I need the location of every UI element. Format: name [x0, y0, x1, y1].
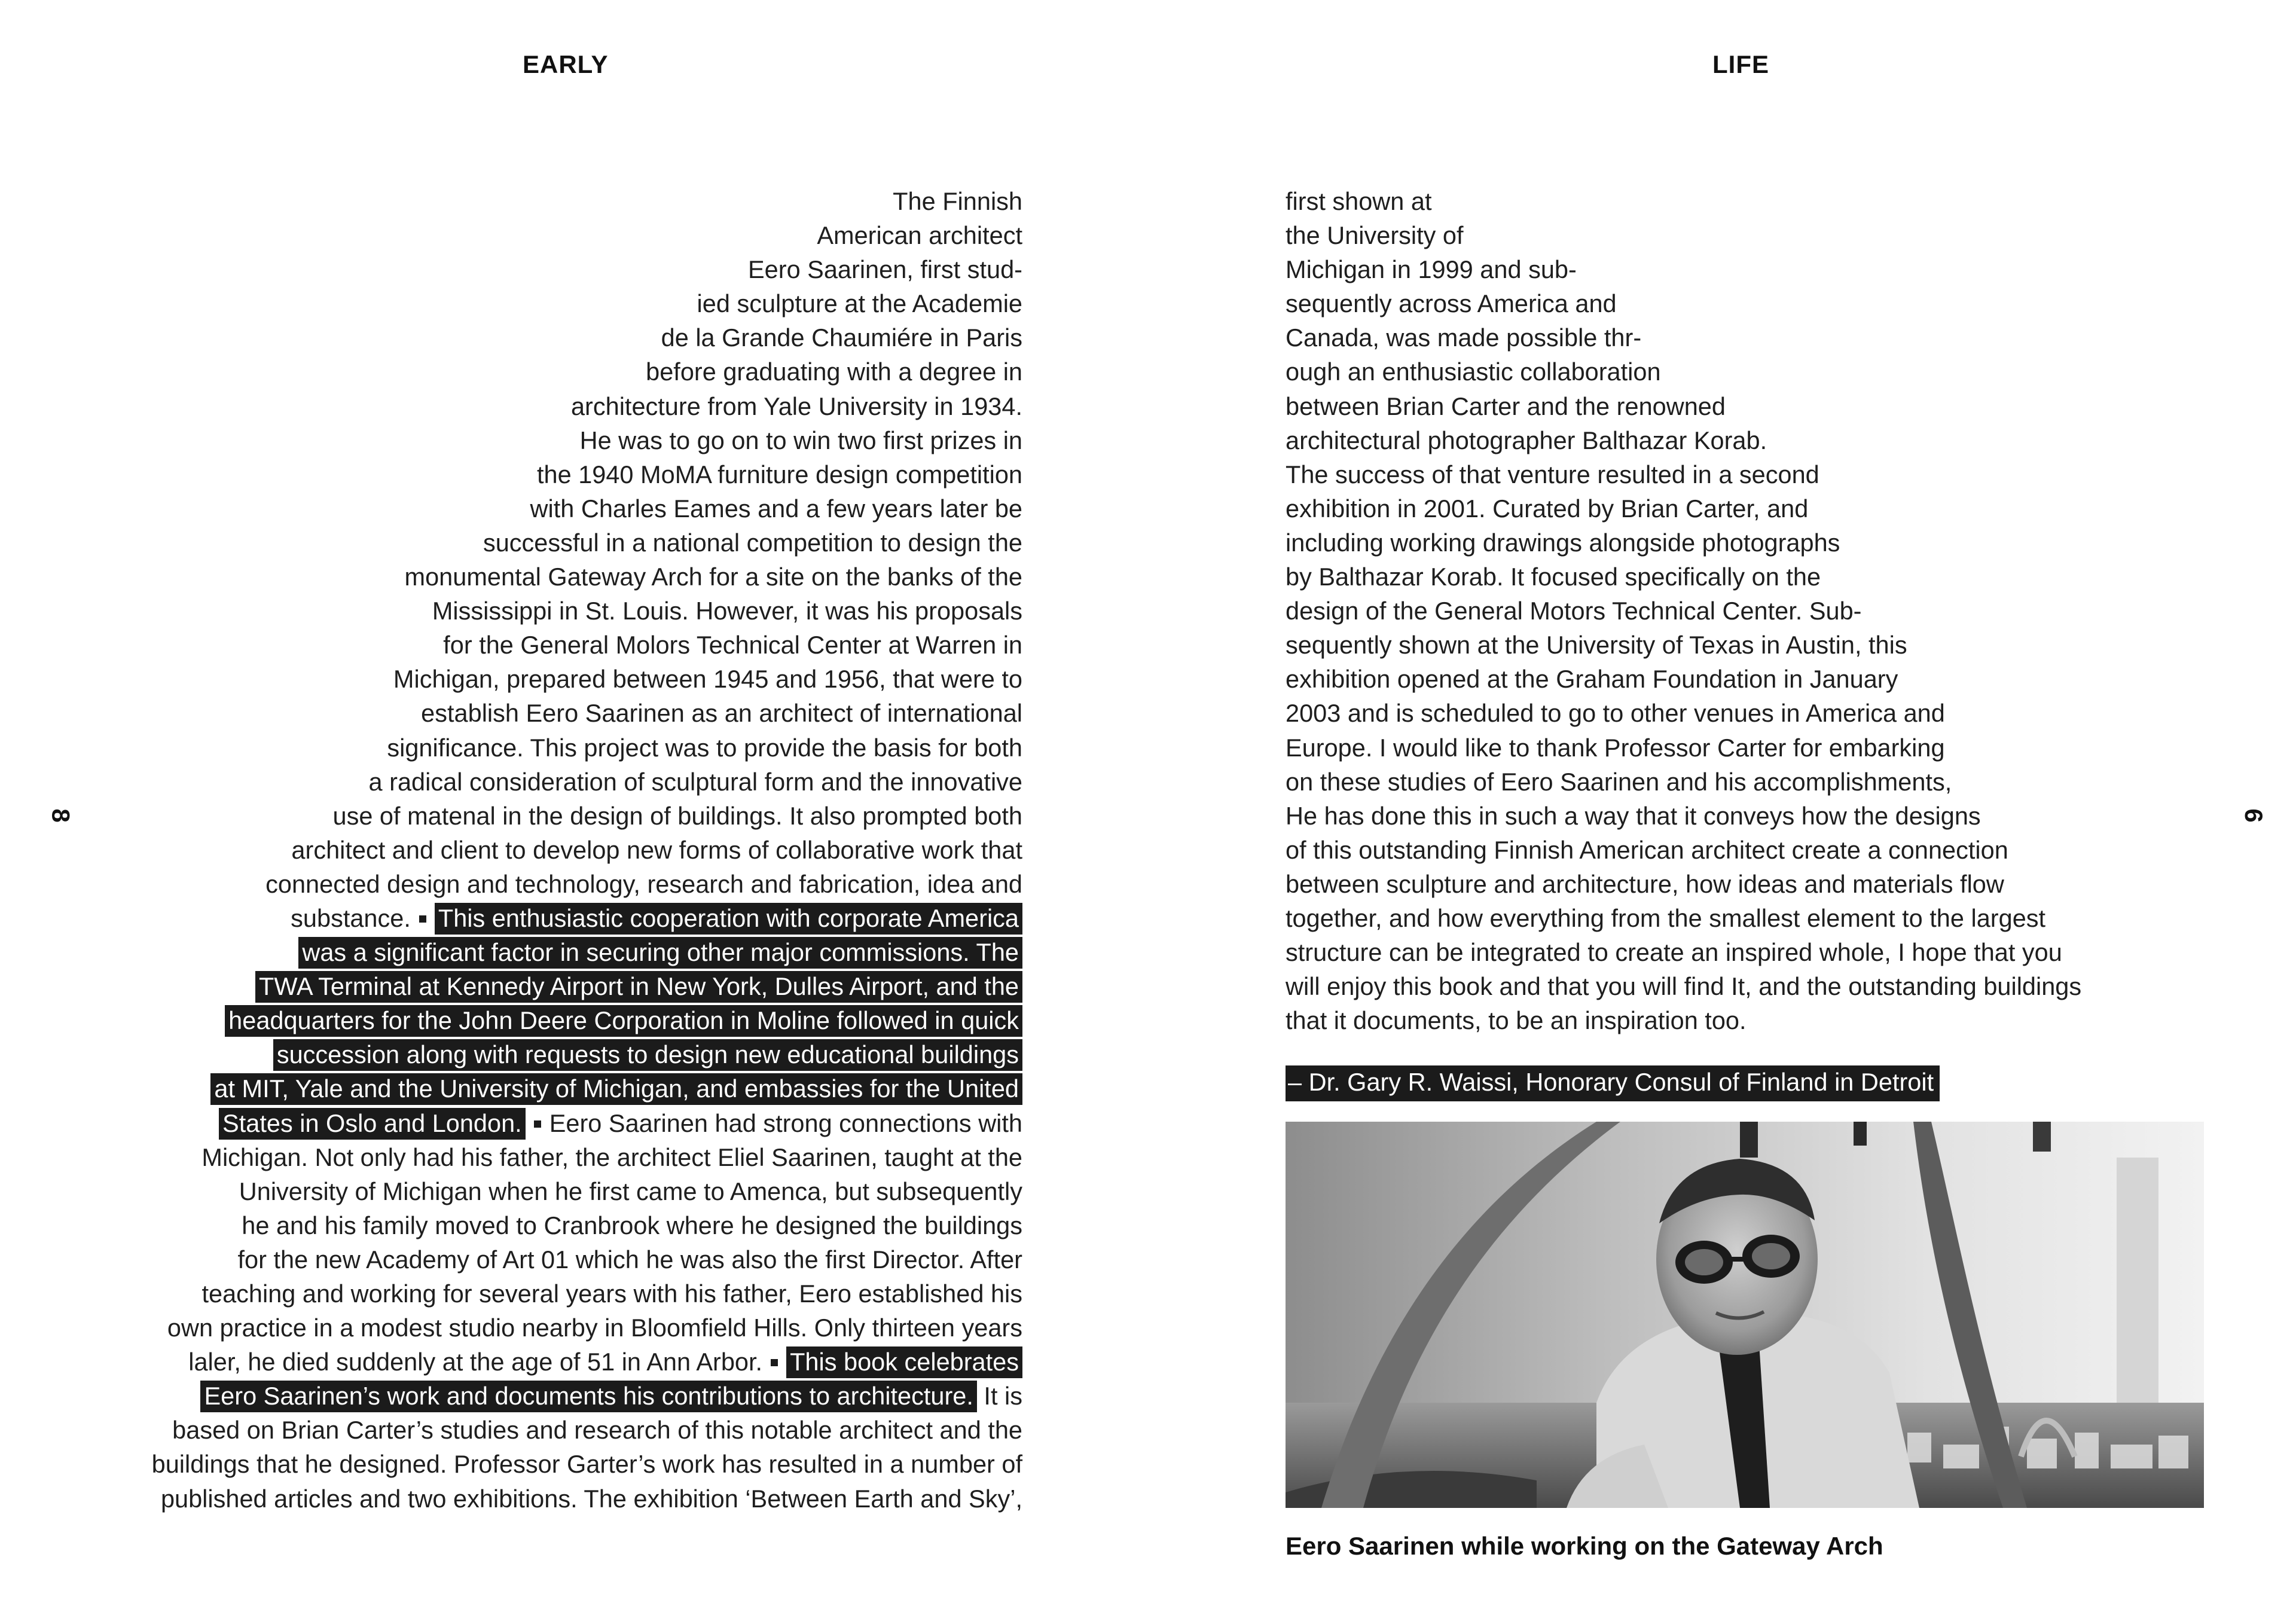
- text-segment: architect and client to develop new forms of collaborative work that: [291, 835, 1022, 864]
- left-text-line: [90, 491, 1022, 526]
- right-text-line: exhibition in 2001. Curated by Brian Carter, and: [1286, 494, 1809, 523]
- text-segment: with Charles Eames and a few years later be: [530, 494, 1022, 523]
- left-text-line: [90, 1037, 1022, 1071]
- text-segment: published articles and two exhibitions. The exhibition ‘Between Earth and Sky’,: [160, 1484, 1022, 1513]
- left-text-line: [90, 935, 1022, 969]
- page-heading-left: EARLY: [523, 50, 609, 78]
- left-text-line: [90, 252, 1022, 286]
- right-text-line: together, and how everything from the smallest element to the largest: [1286, 903, 2046, 932]
- right-text-line: exhibition opened at the Graham Foundation in January: [1286, 665, 1898, 694]
- text-segment: architecture from Yale University in 1934.: [570, 392, 1022, 420]
- text-segment: buildings that he designed. Professor Garter’s work has resulted in a number of: [151, 1450, 1022, 1479]
- right-text-line: Michigan in 1999 and sub-: [1286, 255, 1577, 284]
- bullet-square-icon: [534, 1120, 541, 1128]
- right-text-line: on these studies of Eero Saarinen and his accomplishments,: [1286, 767, 1952, 796]
- highlighted-text: at MIT, Yale and the University of Michigan, and embassies for the United: [210, 1073, 1022, 1105]
- text-segment: teaching and working for several years with his father, Eero established his: [201, 1280, 1022, 1308]
- text-segment: Michigan. Not only had his father, the architect Eliel Saarinen, taught at the: [201, 1143, 1022, 1171]
- text-segment: The Finnish: [893, 187, 1022, 215]
- text-segment: substance.: [291, 903, 411, 932]
- left-text-line: [90, 765, 1022, 799]
- left-text-line: [90, 1174, 1022, 1208]
- text-segment: own practice in a modest studio nearby in Bloomfield Hills. Only thirteen years: [167, 1314, 1022, 1342]
- right-text-line: the University of: [1286, 221, 1464, 250]
- text-segment: a radical consideration of sculptural form and the innovative: [368, 767, 1022, 796]
- left-text-line: [90, 1345, 1022, 1379]
- left-text-line: [90, 833, 1022, 867]
- left-text-line: [90, 423, 1022, 457]
- right-text-line: first shown at: [1286, 187, 1432, 215]
- highlighted-text: TWA Terminal at Kennedy Airport in New York, Dulles Airport, and the: [255, 971, 1022, 1003]
- right-text-line: between sculpture and architecture, how ideas and materials flow: [1286, 869, 2004, 898]
- left-text-line: [90, 628, 1022, 662]
- right-text-line: that it documents, to be an inspiration too.: [1286, 1006, 1747, 1035]
- highlighted-text: Eero Saarinen’s work and documents his contributions to architecture.: [200, 1381, 976, 1412]
- page-number-right: 9: [2239, 808, 2268, 823]
- text-segment: Mississippi in St. Louis. However, it was his proposals: [432, 597, 1022, 625]
- highlighted-text: This book celebrates: [786, 1346, 1022, 1378]
- text-segment: he and his family moved to Cranbrook where he designed the buildings: [242, 1211, 1022, 1239]
- left-text-column: [90, 184, 1022, 1516]
- text-segment: laler, he died suddenly at the age of 51 in Ann Arbor.: [188, 1348, 763, 1376]
- right-text-line: including working drawings alongside photographs: [1286, 528, 1840, 557]
- left-text-line: [90, 594, 1022, 628]
- left-text-line: [90, 1482, 1022, 1516]
- right-text-line: of this outstanding Finnish American architect create a connection: [1286, 835, 2008, 864]
- left-text-line: [90, 286, 1022, 320]
- left-text-line: [90, 867, 1022, 901]
- text-segment: Eero Saarinen, first stud-: [747, 255, 1022, 284]
- left-text-line: [90, 560, 1022, 594]
- left-text-line: [90, 355, 1022, 389]
- text-segment: connected design and technology, research and fabrication, idea and: [265, 869, 1022, 898]
- right-text-line: between Brian Carter and the renowned: [1286, 392, 1726, 420]
- highlighted-text: This enthusiastic cooperation with corporate America: [435, 903, 1022, 935]
- left-text-line: [90, 1447, 1022, 1481]
- signature-line: – Dr. Gary R. Waissi, Honorary Consul of Finland in Detroit: [1286, 1065, 1940, 1101]
- left-text-line: [90, 969, 1022, 1003]
- photo-illustration: [1286, 1122, 2204, 1508]
- right-text-line: 2003 and is scheduled to go to other venues in America and: [1286, 699, 1945, 728]
- text-segment: for the General Molors Technical Center at Warren in: [443, 631, 1022, 659]
- text-segment: establish Eero Saarinen as an architect of international: [421, 699, 1022, 728]
- left-text-line: [90, 731, 1022, 765]
- left-text-line: [90, 457, 1022, 491]
- left-text-line: [90, 184, 1022, 218]
- right-text-line: ough an enthusiastic collaboration: [1286, 358, 1661, 386]
- right-text-line: design of the General Motors Technical Center. Sub-: [1286, 597, 1862, 625]
- left-text-line: [90, 1413, 1022, 1447]
- text-segment: based on Brian Carter’s studies and research of this notable architect and the: [172, 1416, 1022, 1445]
- right-text-line: architectural photographer Balthazar Korab.: [1286, 426, 1767, 454]
- right-text-line: He has done this in such a way that it conveys how the designs: [1286, 801, 1981, 830]
- text-segment: Eero Saarinen had strong connections with: [549, 1109, 1022, 1137]
- right-text-line: sequently across America and: [1286, 289, 1617, 318]
- bullet-square-icon: [771, 1359, 778, 1366]
- bullet-square-icon: [419, 915, 426, 923]
- page-heading-right: LIFE: [1712, 50, 1769, 78]
- highlighted-text: succession along with requests to design new educational buildings: [273, 1039, 1022, 1071]
- left-text-line: [90, 799, 1022, 833]
- page-number-left: 8: [47, 808, 75, 823]
- text-segment: ied sculpture at the Academie: [697, 289, 1022, 318]
- highlighted-text: headquarters for the John Deere Corporation in Moline followed in quick: [225, 1005, 1022, 1037]
- right-text-line: structure can be integrated to create an inspired whole, I hope that you: [1286, 938, 2062, 967]
- text-segment: before graduating with a degree in: [646, 358, 1022, 386]
- photo-caption: Eero Saarinen while working on the Gateway Arch: [1286, 1532, 1883, 1560]
- left-text-line: [90, 320, 1022, 355]
- right-text-line: sequently shown at the University of Texas in Austin, this: [1286, 631, 1907, 659]
- left-text-line: [90, 1208, 1022, 1242]
- right-text-line: The success of that venture resulted in a second: [1286, 460, 1819, 488]
- text-segment: for the new Academy of Art 01 which he was also the first Director. After: [237, 1245, 1022, 1274]
- highlighted-text: was a significant factor in securing other major commissions. The: [298, 937, 1022, 969]
- left-text-line: [90, 1071, 1022, 1106]
- left-text-line: [90, 1140, 1022, 1174]
- left-text-line: [90, 1277, 1022, 1311]
- left-text-line: [90, 526, 1022, 560]
- left-text-line: [90, 1003, 1022, 1037]
- text-segment: de la Grande Chaumiére in Paris: [661, 323, 1022, 352]
- text-segment: American architect: [817, 221, 1022, 250]
- right-text-line: Canada, was made possible thr-: [1286, 323, 1642, 352]
- text-segment: significance. This project was to provide the basis for both: [387, 733, 1022, 762]
- text-segment: successful in a national competition to design the: [483, 528, 1022, 557]
- right-text-line: will enjoy this book and that you will find It, and the outstanding buildings: [1286, 972, 2082, 1001]
- right-text-line: by Balthazar Korab. It focused specifically on the: [1286, 563, 1821, 591]
- text-segment: It is: [976, 1382, 1022, 1410]
- text-segment: use of matenal in the design of buildings. It also prompted both: [332, 801, 1022, 830]
- right-text-line: Europe. I would like to thank Professor Carter for embarking: [1286, 733, 1945, 762]
- text-segment: monumental Gateway Arch for a site on the banks of the: [404, 563, 1022, 591]
- photo-eero-saarinen: [1286, 1122, 2204, 1508]
- left-text-line: [90, 696, 1022, 730]
- text-segment: University of Michigan when he first came to Amenca, but subsequently: [239, 1177, 1022, 1205]
- left-text-line: [90, 1242, 1022, 1277]
- text-segment: Michigan, prepared between 1945 and 1956, that were to: [393, 665, 1022, 694]
- left-text-line: [90, 901, 1022, 935]
- text-segment: the 1940 MoMA furniture design competition: [536, 460, 1022, 488]
- left-text-line: [90, 218, 1022, 252]
- left-text-line: [90, 1311, 1022, 1345]
- left-text-line: [90, 1106, 1022, 1140]
- left-text-line: [90, 1379, 1022, 1413]
- right-text-column: [1286, 184, 2218, 1037]
- text-segment: He was to go on to win two first prizes in: [579, 426, 1022, 454]
- left-text-line: [90, 662, 1022, 696]
- highlighted-text: States in Oslo and London.: [219, 1108, 526, 1140]
- left-text-line: [90, 389, 1022, 423]
